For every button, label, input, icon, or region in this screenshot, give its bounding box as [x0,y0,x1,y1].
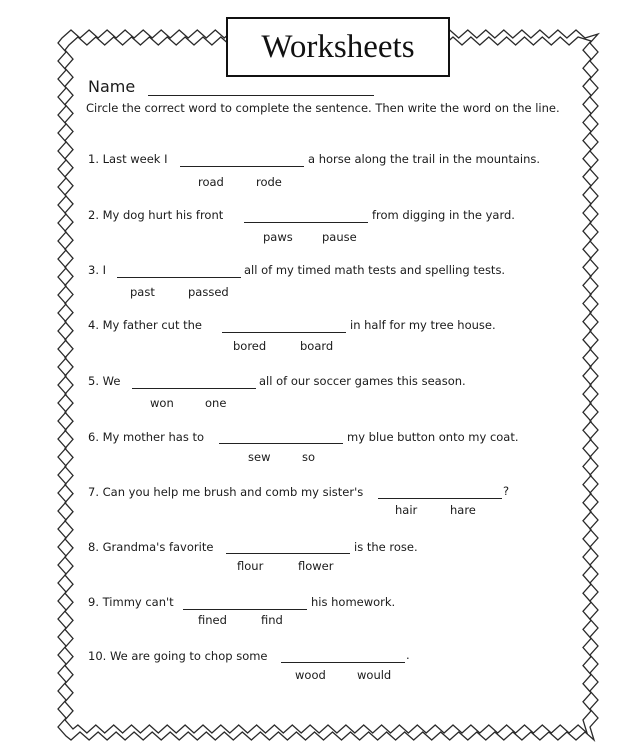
question-6-blank[interactable] [219,443,343,444]
question-7-blank[interactable] [378,498,502,499]
question-7-text: 7. Can you help me brush and comb my sister's [88,485,364,499]
question-2-text: 2. My dog hurt his front [88,208,224,222]
question-1-blank[interactable] [180,166,304,167]
question-2-end: from digging in the yard. [372,208,515,222]
question-5-option-1[interactable]: won [150,396,174,410]
question-6-text: 6. My mother has to [88,430,205,444]
question-3-end: all of my timed math tests and spelling tests. [244,263,506,277]
question-9-end: his homework. [311,595,396,609]
question-6-option-1[interactable]: sew [248,450,271,464]
question-8-end: is the rose. [354,540,418,554]
page-title: Worksheets [261,28,415,65]
question-6-end: my blue button onto my coat. [347,430,519,444]
title-box [226,17,450,77]
question-10-blank[interactable] [281,662,405,663]
question-4-text: 4. My father cut the [88,318,203,332]
question-1-end: a horse along the trail in the mountains. [308,152,541,166]
question-8-blank[interactable] [226,553,350,554]
question-2-option-1[interactable]: paws [263,230,293,244]
question-8-option-2[interactable]: flower [298,559,334,573]
question-4-end: in half for my tree house. [350,318,496,332]
question-7-option-1[interactable]: hair [395,503,418,517]
question-9-option-1[interactable]: fined [198,613,227,627]
question-7-option-2[interactable]: hare [450,503,476,517]
question-2-option-2[interactable]: pause [322,230,357,244]
question-10-end: . [406,648,410,662]
question-1-option-2[interactable]: rode [256,175,282,189]
question-8-text: 8. Grandma's favorite [88,540,214,554]
question-2-blank[interactable] [244,222,368,223]
question-4-option-1[interactable]: bored [233,339,267,353]
question-3-option-1[interactable]: past [130,285,155,299]
question-3-blank[interactable] [117,277,241,278]
question-1-text: 1. Last week I [88,152,168,166]
question-5-blank[interactable] [132,388,256,389]
question-7-end: ? [503,484,510,498]
name-label: Name [88,77,136,96]
question-6-option-2[interactable]: so [302,450,316,464]
question-4-blank[interactable] [222,332,346,333]
question-9-option-2[interactable]: find [261,613,283,627]
question-3-option-2[interactable]: passed [188,285,229,299]
question-5-option-2[interactable]: one [205,396,227,410]
question-10-option-2[interactable]: would [357,668,392,682]
question-9-text: 9. Timmy can't [88,595,174,609]
question-8-option-1[interactable]: flour [237,559,264,573]
question-1-option-1[interactable]: road [198,175,224,189]
question-10-text: 10. We are going to chop some [88,649,268,663]
instructions: Circle the correct word to complete the sentence. Then write the word on the line. [86,101,560,115]
question-3-text: 3. I [88,263,107,277]
question-9-blank[interactable] [183,609,307,610]
question-5-text: 5. We [88,374,121,388]
question-5-end: all of our soccer games this season. [259,374,466,388]
question-4-option-2[interactable]: board [300,339,334,353]
name-line[interactable] [148,95,374,96]
question-10-option-1[interactable]: wood [295,668,326,682]
